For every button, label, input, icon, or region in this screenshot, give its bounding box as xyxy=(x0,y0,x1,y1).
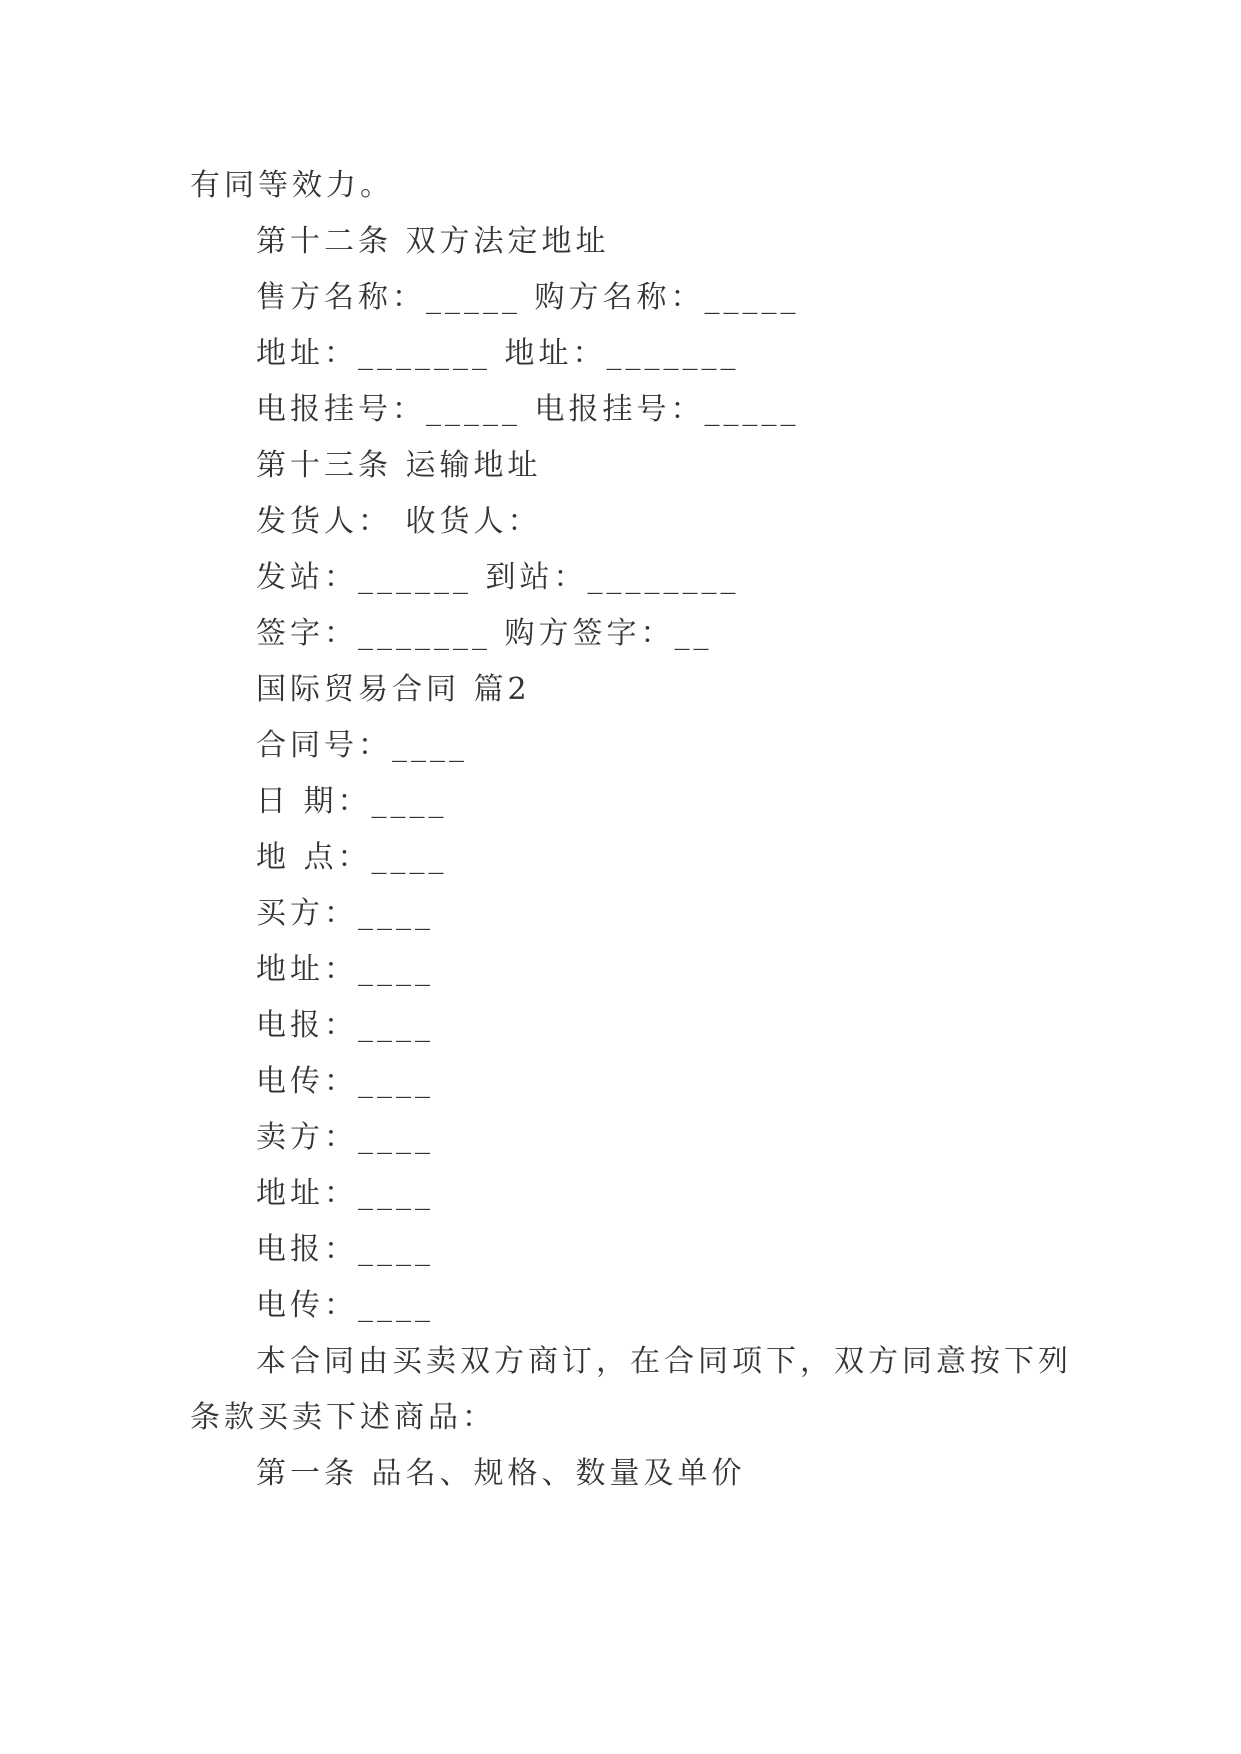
seller-address-line: 地址：____ xyxy=(256,1176,434,1211)
seller-telegraph-line: 电报：____ xyxy=(256,1232,434,1267)
article-13-heading: 第十三条 运输地址 xyxy=(256,448,542,483)
seller-telex-line: 电传：____ xyxy=(256,1288,434,1323)
buyer-telegraph-line: 电报：____ xyxy=(256,1008,434,1043)
agreement-paragraph: 本合同由买卖双方商订，在合同项下，双方同意按下列 xyxy=(256,1344,1072,1379)
shipper-consignee-line: 发货人： 收货人： xyxy=(256,504,542,539)
paragraph-continuation: 有同等效力。 xyxy=(190,168,394,203)
address-line: 地址：_______ 地址：_______ xyxy=(256,336,740,371)
buyer-line: 买方：____ xyxy=(256,896,434,931)
buyer-telex-line: 电传：____ xyxy=(256,1064,434,1099)
agreement-paragraph-continuation: 条款买卖下述商品： xyxy=(190,1400,496,1435)
station-line: 发站：______ 到站：________ xyxy=(256,560,740,595)
article-12-heading: 第十二条 双方法定地址 xyxy=(256,224,610,259)
contract-2-title: 国际贸易合同 篇2 xyxy=(256,672,531,707)
signature-line: 签字：_______ 购方签字：__ xyxy=(256,616,713,651)
seller-line: 卖方：____ xyxy=(256,1120,434,1155)
party-name-line: 售方名称：_____ 购方名称：_____ xyxy=(256,280,800,315)
article-1-heading: 第一条 品名、规格、数量及单价 xyxy=(256,1456,746,1491)
telegraph-line: 电报挂号：_____ 电报挂号：_____ xyxy=(256,392,800,427)
contract-number-line: 合同号：____ xyxy=(256,728,468,763)
date-line: 日 期：____ xyxy=(256,784,448,819)
place-line: 地 点：____ xyxy=(256,840,448,875)
buyer-address-line: 地址：____ xyxy=(256,952,434,987)
